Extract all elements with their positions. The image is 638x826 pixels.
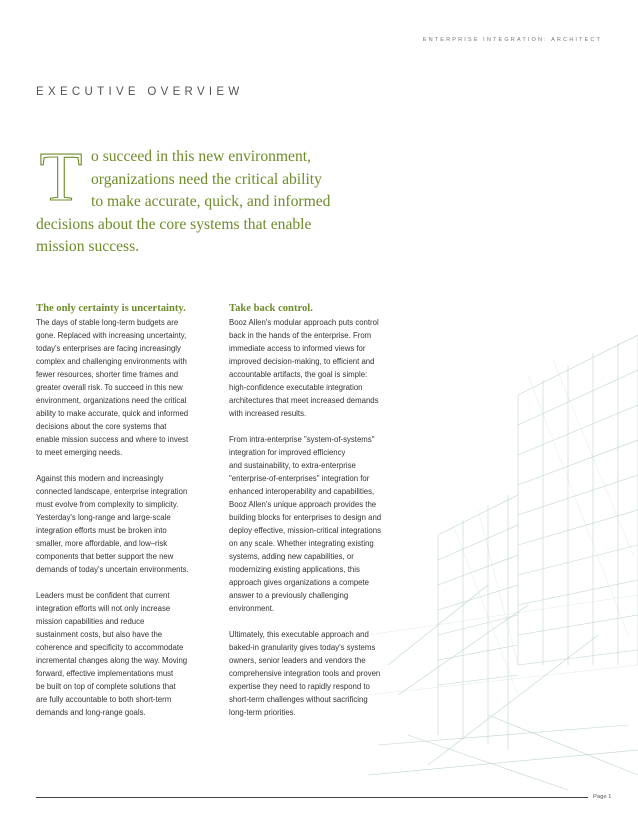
text-line: environment. — [229, 603, 275, 613]
intro-line: mission success. — [36, 238, 140, 256]
text-line: fewer resources, shorter time frames and — [36, 369, 179, 379]
text-line: smaller, more affordable, and low–risk — [36, 538, 168, 548]
text-line: Leaders must be confident that current — [36, 590, 170, 600]
left-column — [36, 303, 222, 719]
text-line: answer to a previously challenging — [229, 590, 349, 600]
text-line: architectures that meet increased demands — [229, 395, 379, 405]
text-line: Ultimately, this executable approach and — [229, 629, 369, 639]
text-line: From intra-enterprise "system-of-systems" — [229, 434, 375, 444]
text-line: accountable artifacts, the goal is simple: — [229, 369, 368, 379]
text-line: building blocks for enterprises to design and — [229, 512, 382, 522]
text-line: complex and challenging environments with — [36, 356, 187, 366]
text-line: coherence and specificity to accommodate — [36, 642, 184, 652]
text-line: to meet emerging needs. — [36, 447, 123, 457]
text-line: connected landscape, enterprise integration — [36, 486, 188, 496]
text-line: high-confidence executable integration — [229, 382, 363, 392]
intro-line: decisions about the core systems that enable — [36, 215, 312, 233]
left-paragraph-3 — [36, 589, 222, 719]
text-line: and sustainability, to extra-enterprise — [229, 460, 356, 470]
text-line: integration efforts must be broken into — [36, 525, 167, 535]
text-line: forward, effective implementations must — [36, 668, 174, 678]
running-header: ENTERPRISE INTEGRATION: ARCHITECT — [422, 37, 602, 43]
text-line: integration efforts will not only increase — [36, 603, 171, 613]
text-line: immediate access to informed views for — [229, 343, 366, 353]
right-column-heading: Take back control. — [229, 303, 313, 314]
text-line: are fully accountable to both short-term — [36, 694, 172, 704]
text-line: must evolve from complexity to simplicity. — [36, 499, 179, 509]
text-line: back in the hands of the enterprise. From — [229, 330, 372, 340]
section-title: EXECUTIVE OVERVIEW — [36, 86, 244, 98]
intro-line: organizations need the critical ability — [91, 170, 322, 188]
left-column-heading: The only certainty is uncertainty. — [36, 303, 186, 314]
text-line: modernizing existing applications, this — [229, 564, 360, 574]
text-line: today's enterprises are facing increasingly — [36, 343, 181, 353]
text-line: be built on top of complete solutions that — [36, 681, 176, 691]
text-line: comprehensive integration tools and proven — [229, 668, 381, 678]
text-line: deploy effective, mission-critical integrations — [229, 525, 381, 535]
text-line: on any scale. Whether integrating existing — [229, 538, 374, 548]
footer-rule — [36, 797, 588, 798]
text-line: Against this modern and increasingly — [36, 473, 164, 483]
text-line: The days of stable long-term budgets are — [36, 317, 179, 327]
text-line: baked-in granularity gives today's systems — [229, 642, 376, 652]
text-line: gone. Replaced with increasing uncertainty, — [36, 330, 187, 340]
text-line: ability to make accurate, quick and informed — [36, 408, 189, 418]
text-line: demands of today's uncertain environments. — [36, 564, 189, 574]
intro-statement — [36, 146, 408, 259]
text-line: approach gives organizations a compete — [229, 577, 369, 587]
page-number: Page 1 — [593, 794, 612, 800]
text-line: demands and long-range goals. — [36, 707, 146, 717]
text-line: mission capabilities and reduce — [36, 616, 145, 626]
text-line: incremental changes along the way. Moving — [36, 655, 188, 665]
text-line: sustainment costs, but also have the — [36, 629, 163, 639]
text-line: greater overall risk. To succeed in this new — [36, 382, 183, 392]
drop-cap-glyph: T — [39, 146, 83, 204]
architecture-sketch-illustration — [368, 335, 638, 795]
text-line: components that better support the new — [36, 551, 174, 561]
text-line: integration for improved efficiency — [229, 447, 346, 457]
left-paragraph-2 — [36, 472, 222, 576]
text-line: short-term challenges without sacrificing — [229, 694, 368, 704]
left-paragraph-1 — [36, 316, 222, 459]
text-line: Yesterday's long-range and large-scale — [36, 512, 171, 522]
text-line: environment, organizations need the critical — [36, 395, 187, 405]
text-line: Booz Allen's unique approach provides the — [229, 499, 377, 509]
intro-line: to make accurate, quick, and informed — [91, 193, 331, 211]
text-line: owners, senior leaders and vendors the — [229, 655, 366, 665]
intro-line: o succeed in this new environment, — [91, 148, 311, 165]
text-line: improved decision-making, to efficient and — [229, 356, 375, 366]
text-line: expertise they need to rapidly respond to — [229, 681, 370, 691]
text-line: systems, adding new capabilities, or — [229, 551, 354, 561]
text-line: long-term priorities. — [229, 707, 296, 717]
text-line: enable mission success and where to invest — [36, 434, 189, 444]
text-line: with increased results. — [229, 408, 307, 418]
text-line: "enterprise-of-enterprises" integration for — [229, 473, 370, 483]
text-line: decisions about the core systems that — [36, 421, 167, 431]
text-line: enhanced interoperability and capabilities, — [229, 486, 375, 496]
text-line: Booz Allen's modular approach puts control — [229, 317, 379, 327]
